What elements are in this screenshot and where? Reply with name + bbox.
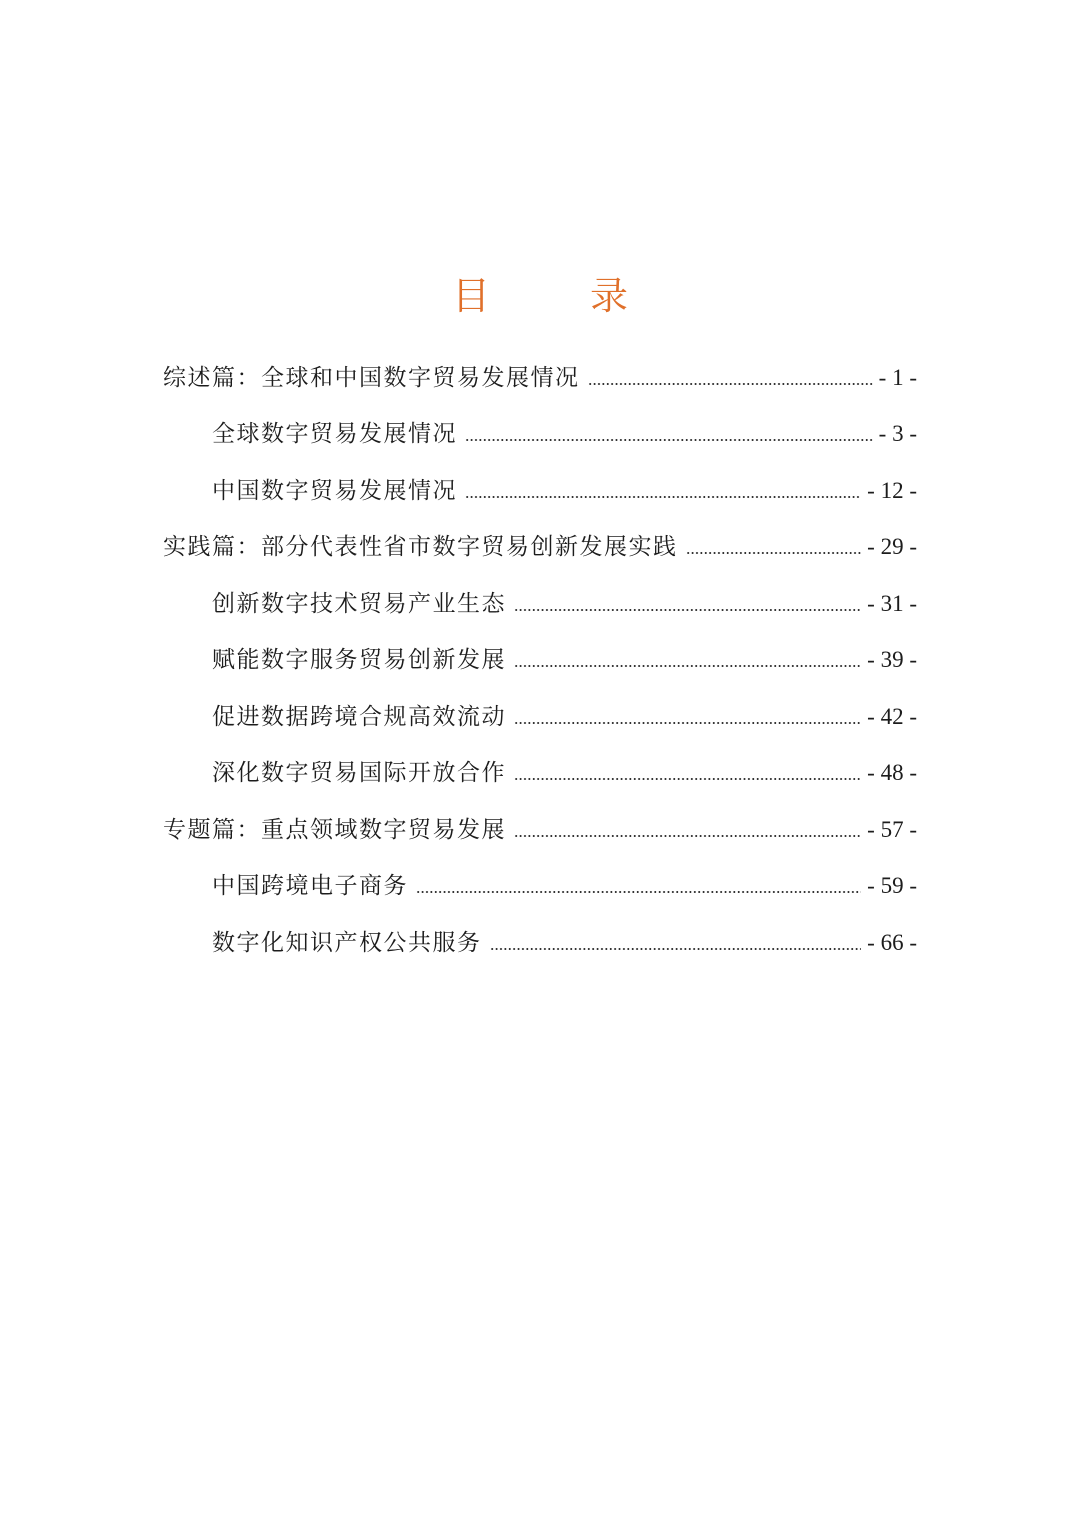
dot-leader xyxy=(416,890,861,894)
toc-entry-page: - 12 - xyxy=(867,478,917,503)
toc-entry-label: 专题篇：重点领域数字贸易发展 xyxy=(163,817,506,843)
dot-leader xyxy=(514,608,861,612)
toc-entry-page: - 57 - xyxy=(867,817,917,842)
toc-entry-overview[interactable] xyxy=(163,354,917,394)
toc-entry-page: - 42 - xyxy=(867,704,917,729)
toc-entry-page: - 1 - xyxy=(878,365,917,390)
toc-entry-cross-border-ecommerce[interactable] xyxy=(212,862,917,902)
toc-entry-label: 数字化知识产权公共服务 xyxy=(212,930,482,956)
toc-title: 目 录 xyxy=(451,274,673,318)
toc-entry-global-digital-trade[interactable] xyxy=(212,410,917,450)
toc-entry-page: - 59 - xyxy=(867,873,917,898)
toc-entry-label: 赋能数字服务贸易创新发展 xyxy=(212,647,506,673)
dot-leader xyxy=(514,664,861,668)
toc-entry-label: 实践篇：部分代表性省市数字贸易创新发展实践 xyxy=(163,534,678,560)
toc-entry-special-topics[interactable] xyxy=(163,806,917,846)
toc-entry-cross-border-data[interactable] xyxy=(212,693,917,733)
toc-entry-practice[interactable] xyxy=(163,523,917,563)
toc-entry-page: - 66 - xyxy=(867,930,917,955)
toc-entry-page: - 29 - xyxy=(867,534,917,559)
toc-entry-label: 中国数字贸易发展情况 xyxy=(212,478,457,504)
dot-leader xyxy=(514,834,861,838)
toc-entry-page: - 31 - xyxy=(867,591,917,616)
dot-leader xyxy=(514,721,861,725)
toc-entry-label: 中国跨境电子商务 xyxy=(212,873,408,899)
dot-leader xyxy=(465,438,873,442)
toc-entry-label: 全球数字贸易发展情况 xyxy=(212,421,457,447)
dot-leader xyxy=(686,551,862,555)
toc-entry-page: - 48 - xyxy=(867,760,917,785)
toc-entry-tech-trade-ecosystem[interactable] xyxy=(212,580,917,620)
toc-entry-ip-public-services[interactable] xyxy=(212,919,917,959)
toc-entry-service-trade-innovation[interactable] xyxy=(212,636,917,676)
toc-entry-label: 深化数字贸易国际开放合作 xyxy=(212,760,506,786)
dot-leader xyxy=(465,495,861,499)
dot-leader xyxy=(588,382,873,386)
toc-entry-label: 创新数字技术贸易产业生态 xyxy=(212,591,506,617)
toc-entry-label: 促进数据跨境合规高效流动 xyxy=(212,704,506,730)
dot-leader xyxy=(514,777,861,781)
toc-entry-label: 综述篇：全球和中国数字贸易发展情况 xyxy=(163,365,580,391)
dot-leader xyxy=(490,947,862,951)
toc-entry-page: - 3 - xyxy=(878,421,917,446)
toc-entry-international-cooperation[interactable] xyxy=(212,749,917,789)
toc-entry-page: - 39 - xyxy=(867,647,917,672)
toc-entry-china-digital-trade[interactable] xyxy=(212,467,917,507)
